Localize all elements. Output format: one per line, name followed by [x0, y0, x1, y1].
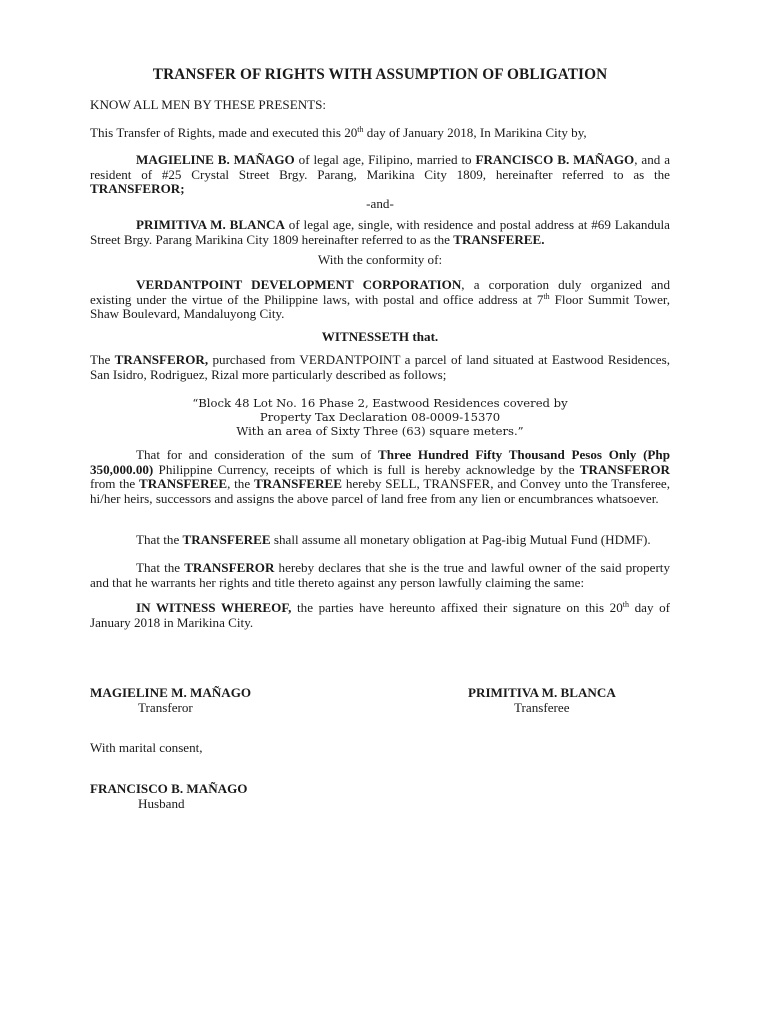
corporation-text-b: Floor Summit Tower, Shaw Boulevard, Mandaluyong City. — [90, 291, 670, 322]
transferee-label: TRANSFEREE. — [453, 231, 545, 247]
consideration-paragraph — [90, 448, 670, 506]
purchase-transferor-label: TRANSFEROR, — [114, 352, 209, 367]
property-line-2: Property Tax Declaration 08-0009-15370 — [259, 410, 501, 424]
property-description — [90, 396, 670, 438]
consideration-text-d: , the — [227, 476, 254, 492]
purchase-text-b: purchased from VERDANTPOINT a parcel of land situated at Eastwood Residences, San Isidro, Rodriguez, Rizal more particularly described as follows; — [90, 352, 670, 382]
husband-signatory-name: FRANCISCO B. MAÑAGO — [90, 781, 248, 796]
property-line-3: With an area of Sixty Three (63) square meters.” — [236, 424, 524, 438]
conformity-line: With the conformity of: — [317, 252, 443, 267]
transferor-paragraph — [90, 153, 670, 197]
warranty-text-b: hereby declares that she is the true and lawful owner of the said property and that he warrants her rights and title thereto against any person lawfully claiming the same: — [90, 560, 670, 590]
transferee-signature-block — [468, 686, 670, 715]
consideration-transferee-1: TRANSFEREE — [139, 476, 228, 492]
transferor-role: Transferor — [138, 699, 193, 715]
transferor-label: TRANSFEROR; — [90, 181, 185, 197]
transferee-signatory-name: PRIMITIVA M. BLANCA — [468, 685, 616, 700]
witnesseth-heading: WITNESSETH that. — [321, 329, 439, 344]
transferee-paragraph — [90, 218, 670, 247]
spouse-name: FRANCISCO B. MAÑAGO — [475, 152, 635, 167]
intro-superscript: th — [357, 125, 364, 134]
consideration-transferor: TRANSFEROR — [579, 461, 670, 477]
obligation-transferee-label: TRANSFEREE — [182, 532, 271, 547]
warranty-paragraph — [90, 561, 670, 590]
corporation-text-a: , a corporation duly organized and existing under the virtue of the Philippine laws, with postal and office address at 7 — [90, 277, 671, 307]
purchase-text-a: The — [90, 352, 115, 367]
transferor-name: MAGIELINE B. MAÑAGO — [136, 152, 295, 167]
document-title: TRANSFER OF RIGHTS WITH ASSUMPTION OF OBLIGATION — [152, 66, 608, 83]
purchase-paragraph — [90, 353, 670, 382]
consideration-text-c: from the — [90, 476, 140, 492]
obligation-text-a: That the — [136, 532, 183, 547]
and-separator: -and- — [366, 196, 394, 211]
consideration-transferee-2: TRANSFEREE — [253, 476, 343, 492]
intro-text-a: This Transfer of Rights, made and executed this 20 — [90, 125, 358, 140]
transferor-signature-block — [90, 686, 290, 715]
transferor-text-b: , and a resident of #25 Crystal Street Brgy. Parang, Marikina City 1809, hereinafter referred to as the — [90, 152, 671, 182]
witness-paragraph — [90, 601, 670, 630]
warranty-transferor-label: TRANSFEROR — [184, 560, 275, 575]
witness-superscript: th — [622, 600, 629, 609]
obligation-text-b: shall assume all monetary obligation at Pag-ibig Mutual Fund (HDMF). — [270, 532, 651, 547]
intro-text-b: day of January 2018, In Marikina City by, — [363, 125, 587, 140]
corporation-paragraph — [90, 278, 670, 322]
floor-superscript: th — [543, 291, 550, 301]
corporation-name: VERDANTPOINT DEVELOPMENT CORPORATION — [136, 277, 462, 292]
consideration-text-b: Philippine Currency, receipts of which is full is hereby acknowledge by the — [153, 461, 580, 477]
consideration-text-e: hereby SELL, TRANSFER, and Convey unto the Transferee, hi/her heirs, successors and assigns the above parcel of land free from any lien or encumbrances whatsoever. — [90, 476, 670, 506]
document-page — [90, 0, 670, 1024]
consideration-amount: Three Hundred Fifty Thousand Pesos Only (Php 350,000.00) — [90, 447, 670, 477]
witness-label: IN WITNESS WHEREOF, — [136, 600, 292, 615]
transferee-name: PRIMITIVA M. BLANCA — [136, 217, 285, 232]
transferor-signatory-name: MAGIELINE M. MAÑAGO — [90, 685, 252, 700]
marital-consent: With marital consent, — [90, 740, 203, 755]
salutation: KNOW ALL MEN BY THESE PRESENTS: — [90, 97, 327, 112]
transferee-role: Transferee — [514, 699, 570, 715]
witness-text-b: day of January 2018 in Marikina City. — [90, 600, 670, 630]
intro-paragraph — [90, 126, 670, 141]
transferee-text: of legal age, single, with residence and postal address at #69 Lakandula Street Brgy. Parang Marikina City 1809 hereinafter referred to as the — [90, 217, 670, 247]
witness-text-a: the parties have hereunto affixed their signature on this 20 — [291, 600, 623, 615]
husband-signature-block — [90, 782, 310, 811]
husband-role: Husband — [138, 795, 185, 811]
consideration-text-a: That for and consideration of the sum of — [136, 447, 378, 462]
warranty-text-a: That the — [136, 560, 185, 575]
property-line-1: “Block 48 Lot No. 16 Phase 2, Eastwood Residences covered by — [192, 396, 568, 410]
obligation-paragraph — [90, 533, 670, 548]
transferor-text-a: of legal age, Filipino, married to — [294, 152, 476, 167]
